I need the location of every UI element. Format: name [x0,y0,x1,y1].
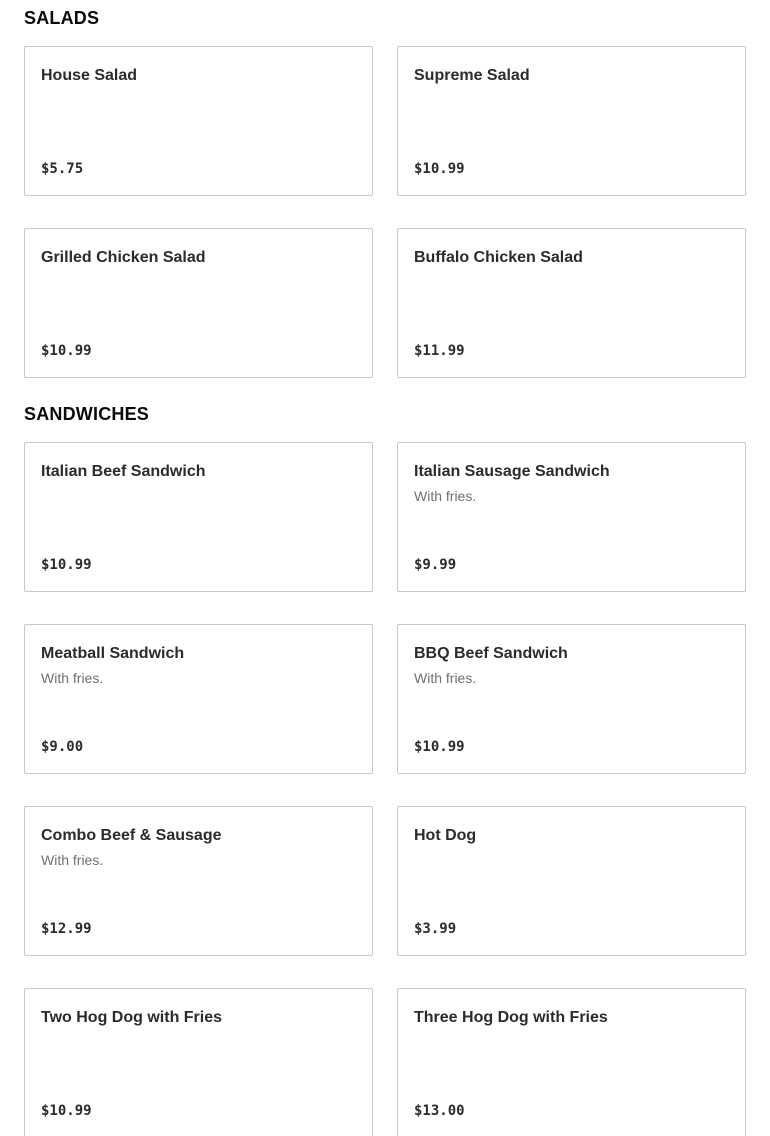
menu-item-description: With fries. [41,852,104,868]
menu-item-card[interactable] [24,228,373,378]
menu-item-name: Italian Beef Sandwich [41,463,206,480]
section-title: SANDWICHES [24,404,150,424]
menu-item-card[interactable] [397,442,746,592]
menu-item-name: Meatball Sandwich [41,645,185,662]
menu-item-description: With fries. [414,488,477,504]
menu-item-price: $10.99 [41,1103,92,1119]
menu-item-name: BBQ Beef Sandwich [414,645,568,662]
menu-item-price: $9.00 [41,739,84,755]
menu-item-card[interactable] [397,624,746,774]
menu-item-price: $11.99 [414,343,465,359]
menu-item-name: Hot Dog [414,827,477,844]
menu-item-description: With fries. [414,670,477,686]
menu-item-name: Supreme Salad [414,67,530,84]
menu-item-price: $10.99 [41,557,92,573]
menu-item-price: $13.00 [414,1103,465,1119]
menu-item-name: House Salad [41,67,138,84]
menu-item-card[interactable] [397,988,746,1136]
menu-item-price: $9.99 [414,557,457,573]
menu-item-name: Two Hog Dog with Fries [41,1009,223,1026]
menu-item-description: With fries. [41,670,104,686]
menu-item-name: Combo Beef & Sausage [41,827,222,844]
menu-item-price: $10.99 [414,739,465,755]
menu-item-card[interactable] [24,46,373,196]
menu-item-grid [24,46,746,378]
sandwiches-section [24,404,746,1136]
menu-item-price: $10.99 [414,161,465,177]
menu-item-price: $5.75 [41,161,84,177]
menu-item-price: $10.99 [41,343,92,359]
menu-item-name: Buffalo Chicken Salad [414,249,583,266]
menu-item-card[interactable] [24,624,373,774]
menu-item-card[interactable] [24,988,373,1136]
menu-item-card[interactable] [397,806,746,956]
menu-item-card[interactable] [397,228,746,378]
section-title: SALADS [24,8,100,28]
menu-item-name: Italian Sausage Sandwich [414,463,610,480]
salads-section [24,8,746,378]
menu-item-card[interactable] [24,806,373,956]
menu-item-price: $3.99 [414,921,457,937]
menu-item-name: Grilled Chicken Salad [41,249,206,266]
menu-item-name: Three Hog Dog with Fries [414,1009,608,1026]
menu-item-card[interactable] [397,46,746,196]
menu-item-grid [24,442,746,1136]
menu-item-price: $12.99 [41,921,92,937]
menu-item-card[interactable] [24,442,373,592]
